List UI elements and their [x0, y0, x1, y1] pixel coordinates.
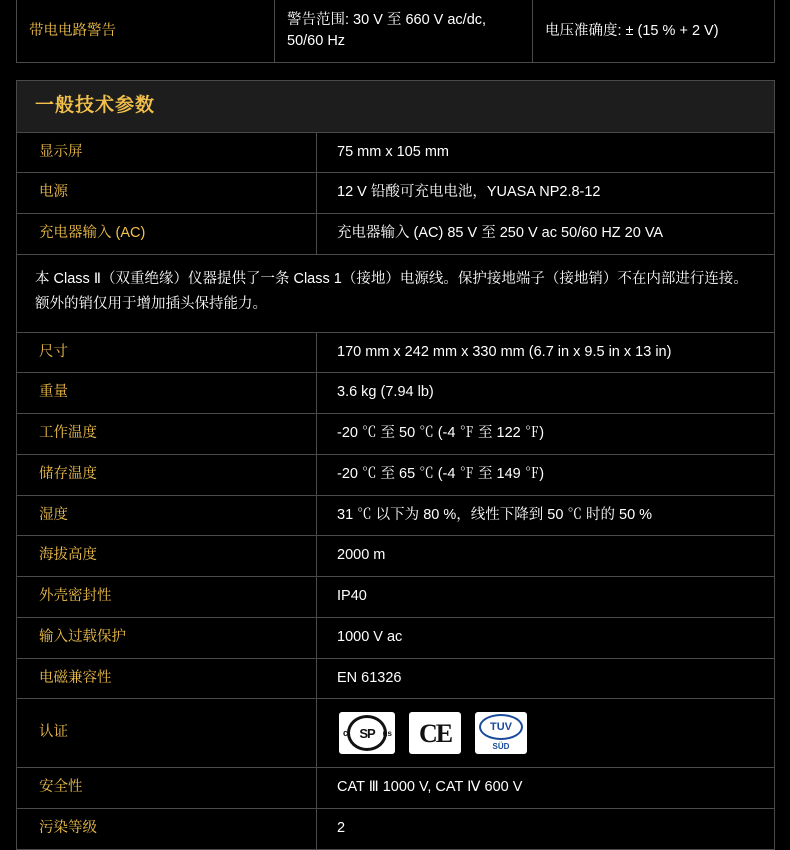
- csa-logo-icon: [339, 712, 395, 754]
- section-title-text: 一般技术参数: [35, 95, 156, 116]
- class-ii-note-row: [17, 254, 775, 332]
- row-label-weight: 重量: [17, 373, 317, 414]
- tuv-mark-text: TUV: [479, 714, 523, 740]
- row-value-warning-range: 警告范围: 30 V 至 660 V ac/dc, 50/60 Hz: [275, 0, 533, 63]
- row-label-operating-temperature: 工作温度: [17, 414, 317, 455]
- tuv-logo-icon: [475, 712, 527, 754]
- ce-logo-icon: CE: [409, 712, 461, 754]
- row-label-certifications: 认证: [17, 699, 317, 768]
- row-value-display: 75 mm x 105 mm: [317, 132, 775, 173]
- table-row: [17, 132, 775, 173]
- table-row: [17, 373, 775, 414]
- row-label-safety: 安全性: [17, 768, 317, 809]
- general-spec-table: [16, 80, 775, 850]
- table-row: [17, 495, 775, 536]
- warning-spec-table: [16, 0, 775, 63]
- row-value-dimensions: 170 mm x 242 mm x 330 mm (6.7 in x 9.5 in x 13 in): [317, 332, 775, 373]
- row-label-dimensions: 尺寸: [17, 332, 317, 373]
- table-row: [17, 617, 775, 658]
- table-row: [17, 173, 775, 214]
- table-row: [17, 414, 775, 455]
- tuv-sub-text: SÜD: [492, 741, 510, 751]
- row-label-charger-input: 充电器输入 (AC): [17, 214, 317, 255]
- table-row-certifications: [17, 699, 775, 768]
- section-header: [17, 81, 775, 133]
- table-row: [17, 577, 775, 618]
- row-value-enclosure-sealing: IP40: [317, 577, 775, 618]
- section-title-cell: [17, 81, 775, 133]
- row-label-live-circuit-warning: 带电电路警告: [17, 0, 275, 63]
- class-ii-note-text: 本 Class Ⅱ（双重绝缘）仪器提供了一条 Class 1（接地）电源线。保护接地端子（接地销）不在内部进行连接。额外的销仅用于增加插头保持能力。: [17, 254, 775, 332]
- row-value-pollution-degree: 2: [317, 809, 775, 850]
- row-label-humidity: 湿度: [17, 495, 317, 536]
- table-row: [17, 454, 775, 495]
- table-row: [17, 0, 775, 63]
- row-value-operating-temperature: -20 ℃ 至 50 ℃ (-4 ℉ 至 122 ℉): [317, 414, 775, 455]
- row-label-pollution-degree: 污染等级: [17, 809, 317, 850]
- row-value-safety: CAT Ⅲ 1000 V, CAT Ⅳ 600 V: [317, 768, 775, 809]
- row-value-charger-input: 充电器输入 (AC) 85 V 至 250 V ac 50/60 HZ 20 VA: [317, 214, 775, 255]
- table-row: [17, 536, 775, 577]
- row-value-voltage-accuracy: 电压准确度: ± (15 % + 2 V): [533, 0, 775, 63]
- table-row: [17, 768, 775, 809]
- table-row: [17, 809, 775, 850]
- csa-mark-text: SP: [347, 715, 387, 751]
- table-row: [17, 658, 775, 699]
- row-value-input-overload-protection: 1000 V ac: [317, 617, 775, 658]
- row-value-certifications: [317, 699, 775, 768]
- row-label-storage-temperature: 储存温度: [17, 454, 317, 495]
- row-label-emc: 电磁兼容性: [17, 658, 317, 699]
- row-label-display: 显示屏: [17, 132, 317, 173]
- certification-logo-group: [337, 708, 760, 758]
- row-value-power: 12 V 铅酸可充电电池，YUASA NP2.8-12: [317, 173, 775, 214]
- row-label-input-overload-protection: 输入过载保护: [17, 617, 317, 658]
- row-value-humidity: 31 ℃ 以下为 80 %，线性下降到 50 ℃ 时的 50 %: [317, 495, 775, 536]
- csa-c-letter: c: [343, 728, 349, 739]
- row-value-altitude: 2000 m: [317, 536, 775, 577]
- row-value-weight: 3.6 kg (7.94 lb): [317, 373, 775, 414]
- row-value-storage-temperature: -20 ℃ 至 65 ℃ (-4 ℉ 至 149 ℉): [317, 454, 775, 495]
- row-label-altitude: 海拔高度: [17, 536, 317, 577]
- table-row: [17, 332, 775, 373]
- row-label-power: 电源: [17, 173, 317, 214]
- row-value-emc: EN 61326: [317, 658, 775, 699]
- table-row: [17, 214, 775, 255]
- csa-us-letters: us: [382, 729, 392, 739]
- row-label-enclosure-sealing: 外壳密封性: [17, 577, 317, 618]
